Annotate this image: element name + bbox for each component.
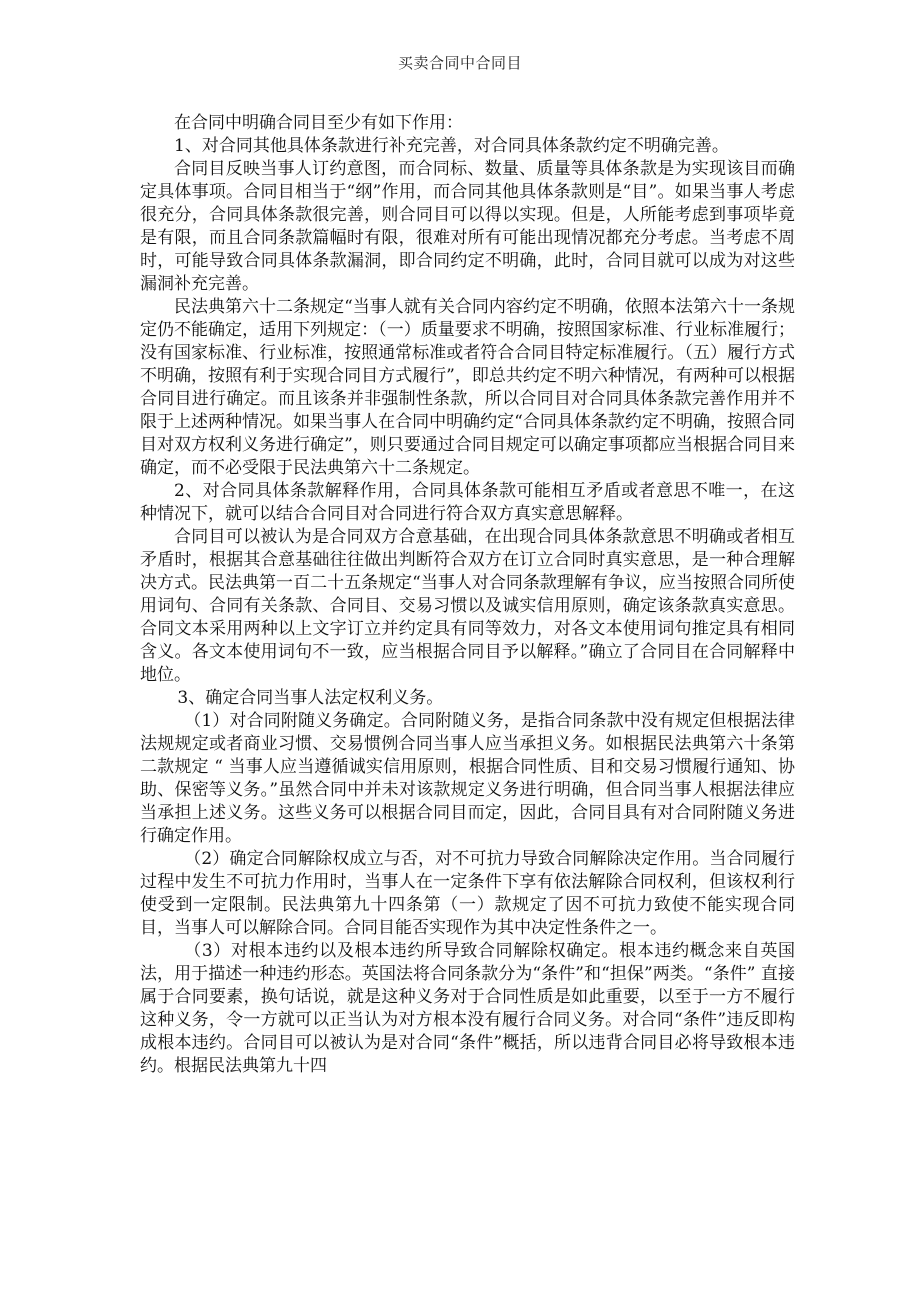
paragraph-sub-2: （2）确定合同解除权成立与否，对不可抗力导致合同解除决定作用。当合同履行过程中发生不可抗力作用时，当事人在一定条件下享有依法解除合同权利，但该权利行使受到一定限制。民法典第九十四条第（一）款规定了因不可抗力致使不能实现合同目，当事人可以解除合同。合同目能否实现作为其中决定性条件之一。 bbox=[140, 849, 795, 938]
paragraph-point-3-heading: 3、确定合同当事人法定权利义务。 bbox=[177, 688, 444, 708]
paragraph-point-2-explanation: 合同目可以被认为是合同双方合意基础，在出现合同具体条款意思不明确或者相互矛盾时，根据其合意基础往往做出判断符合双方在订立合同时真实意思，是一种合理解决方式。民法典第一百二十五条规定“当事人对合同条款理解有争议，应当按照合同所使用词句、合同有关条款、合同目、交易习惯以及诚实信用原则，确定该条款真实意思。合同文本采用两种以上文字订立并约定具有同等效力，对各文本使用词句推定具有相同含义。各文本使用词句不一致，应当根据合同目予以解释。”确立了合同目在合同解释中地位。 bbox=[140, 527, 795, 685]
paragraph-point-1-heading: 1、对合同其他具体条款进行补充完善，对合同具体条款约定不明确完善。 bbox=[174, 136, 729, 156]
paragraph-article-62: 民法典第六十二条规定“当事人就有关合同内容约定不明确，依照本法第六十一条规定仍不能确定，适用下列规定：（一）质量要求不明确，按照国家标准、行业标准履行；没有国家标准、行业标准，按照通常标准或者符合合同目特定标准履行。（五）履行方式不明确，按照有利于实现合同目方式履行”，即总共约定不明六种情况，有两种可以根据合同目进行确定。而且该条并非强制性条款，所以合同目对合同具体条款完善作用并不限于上述两种情况。如果当事人在合同中明确约定“合同具体条款约定不明确，按照合同目对双方权利义务进行确定”，则只要通过合同目规定可以确定事项都应当根据合同目来确定，而不必受限于民法典第六十二条规定。 bbox=[140, 297, 795, 478]
paragraph-point-2-heading: 2、对合同具体条款解释作用，合同具体条款可能相互矛盾或者意思不唯一，在这种情况下，就可以结合合同目对合同进行符合双方真实意思解释。 bbox=[140, 481, 795, 524]
document-title: 买卖合同中合同目 bbox=[397, 54, 522, 72]
paragraph-sub-3: （3）对根本违约以及根本违约所导致合同解除权确定。根本违约概念来自英国法，用于描述一种违约形态。英国法将合同条款分为“条件”和“担保”两类。“条件” 直接属于合同要素，换句话说，就是这种义务对于合同性质是如此重要，以至于一方不履行这种义务，令一方就可以正当认为对方根本没有履行合同义务。对合同“条件”违反即构成根本违约。合同目可以被认为是对合同“条件”概括，所以违背合同目必将导致根本违约。根据民法典第九十四 bbox=[140, 941, 795, 1076]
paragraph-sub-1: （1）对合同附随义务确定。合同附随义务，是指合同条款中没有规定但根据法律法规规定或者商业习惯、交易惯例合同当事人应当承担义务。如根据民法典第六十条第二款规定 “ 当事人应当遵循诚实信用原则，根据合同性质、目和交易习惯履行通知、协助、保密等义务。”虽然合同中并未对该款规定义务进行明确，但合同当事人根据法律应当承担上述义务。这些义务可以根据合同目而定，因此，合同目具有对合同附随义务进行确定作用。 bbox=[140, 711, 795, 846]
document-body bbox=[140, 112, 795, 1078]
paragraph-intro: 在合同中明确合同目至少有如下作用： bbox=[174, 113, 463, 133]
paragraph-point-1-explanation: 合同目反映当事人订约意图，而合同标、数量、质量等具体条款是为实现该目而确定具体事项。合同目相当于“纲”作用，而合同其他具体条款则是“目”。如果当事人考虑很充分，合同具体条款很完善，则合同目可以得以实现。但是，人所能考虑到事项毕竟是有限，而且合同条款篇幅时有限，很难对所有可能出现情况都充分考虑。当考虑不周时，可能导致合同具体条款漏洞，即合同约定不明确，此时，合同目就可以成为对这些漏洞补充完善。 bbox=[140, 159, 795, 294]
